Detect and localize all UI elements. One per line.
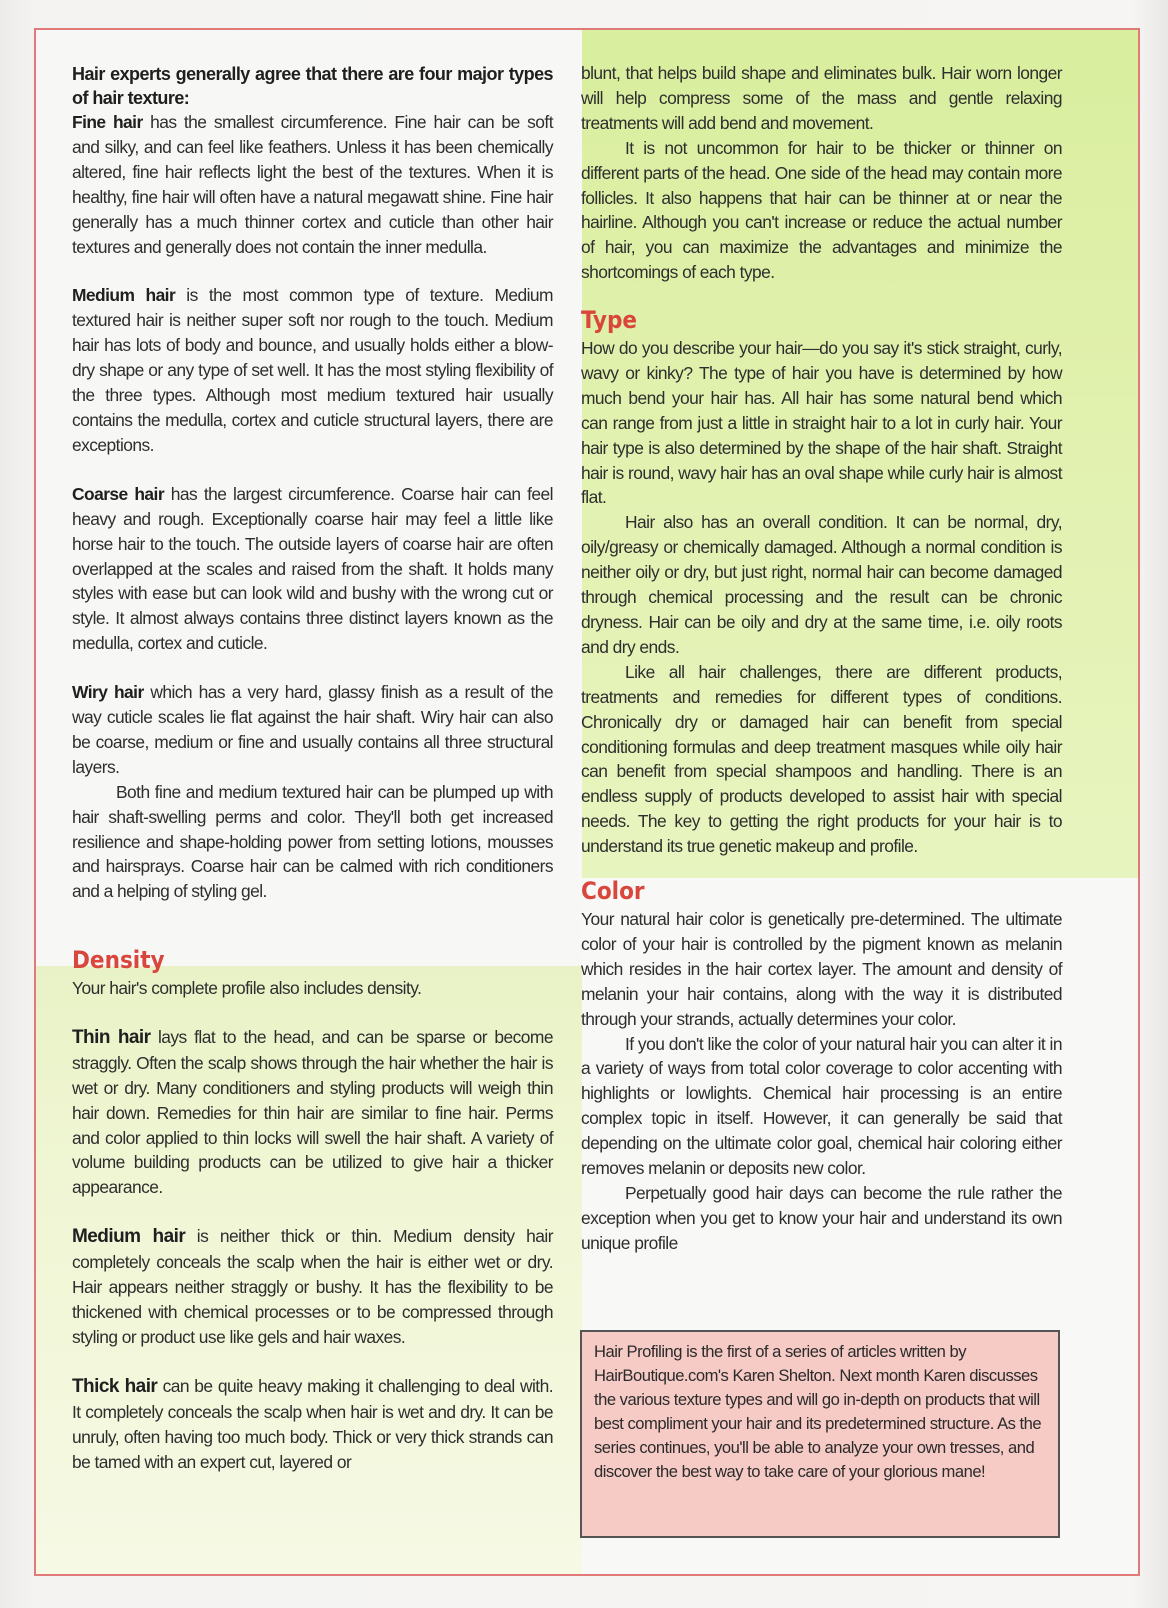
color-paragraph-3: Perpetually good hair days can become the rule rather the exception when you get to know your hair and understand its own unique profile xyxy=(581,1182,1062,1253)
thin-hair-text: lays flat to the head, and can be sparse or become straggly. Often the scalp shows through the hair whether the hair is wet or dry. Many conditioners and styling products will weigh thin hair down. Remedies for thin hair are similar to fine hair. Perms and color applied to thin locks will swell the hair shaft. A variety of volume building products can be utilized to give hair a thicker appearance. xyxy=(72,1026,553,1198)
color-paragraph-1: Your natural hair color is genetically pre-determined. The ultimate color of your hair is controlled by the pigment known as melanin which resides in the hair cortex layer. The amount and density of melanin your hair contains, along with the way it is distributed through your strands, actually determines your color. xyxy=(581,909,1062,1029)
type-heading: Type xyxy=(581,306,638,334)
medium-density-text: is neither thick or thin. Medium density hair completely conceals the scalp when the hair is either wet or dry. Hair appears neither straggly or bushy. It has the flexibility to be thickened with chemical processes or to be compressed through styling or product use like gels and hair waxes. xyxy=(72,1226,553,1347)
coarse-hair-text: has the largest circumference. Coarse hair can feel heavy and rough. Exceptionally coarse hair may feel a little like horse hair to the touch. The outside layers of coarse hair are often overlapped at the scales and raised from the shaft. It holds many styles with ease but can look wild and bushy with the wrong cut or style. It almost always contains three distinct layers known as the medulla, cortex and cuticle. xyxy=(72,483,553,654)
coarse-hair-lead: Coarse hair xyxy=(72,483,165,504)
type-paragraph-1: How do you describe your hair—do you say it's stick straight, curly, wavy or kinky? The type of hair you have is determined by how much bend your hair has. All hair has some natural bend which can range from just a little in straight hair to a lot in curly hair. Your hair type is also determined by the shape of the hair shaft. Straight hair is round, wavy hair has an oval shape while curly hair is almost flat. xyxy=(581,338,1062,508)
density-section xyxy=(72,944,553,1474)
type-paragraph-2: Hair also has an overall condition. It can be normal, dry, oily/greasy or chemically damaged. Although a normal condition is neither oily or dry, but just right, normal hair can become damaged through chemical processing and the result can be chronic dryness. Hair can be oily and dry at the same time, i.e. oily roots and dry ends. xyxy=(581,512,1062,657)
wiry-hair-text: which has a very hard, glassy finish as a result of the way cuticle scales lie flat against the hair shaft. Wiry hair can also be coarse, medium or fine and usually contains all three structural layers. xyxy=(72,682,553,777)
fine-hair-text: has the smallest circumference. Fine hair can be soft and silky, and can feel like feathers. Unless it has been chemically altered, fine hair reflects light the best of the textures. When it is healthy, fine hair will often have a natural megawatt shine. Fine hair generally has a much thinner cortex and cuticle than other hair textures and generally does not contain the inner medulla. xyxy=(72,112,553,257)
medium-hair-lead: Medium hair xyxy=(72,285,176,306)
plumping-paragraph: Both fine and medium textured hair can be plumped up with hair shaft-swelling perms and color. They'll both get increased resilience and shape-holding power from setting lotions, mousses and hairsprays. Coarse hair can be calmed with rich conditioners and a helping of styling gel. xyxy=(72,781,553,902)
left-column xyxy=(72,62,553,904)
thick-hair-text: can be quite heavy making it challenging to deal with. It completely conceals the scalp when hair is wet and dry. It can be unruly, often having too much body. Thick or very thick strands can be tamed with an expert cut, layered or xyxy=(72,1375,553,1472)
density-heading: Density xyxy=(72,946,165,974)
thick-hair-lead: Thick hair xyxy=(72,1375,158,1397)
color-section xyxy=(581,875,1062,1256)
medium-hair-text: is the most common type of texture. Medium textured hair is neither super soft nor rough to the touch. Medium hair has lots of body and bounce, and usually holds either a blow-dry shape or any type of set well. It has the most styling flexibility of the three types. Although most medium textured hair usually contains the medulla, cortex and cuticle structural layers, there are exceptions. xyxy=(72,285,553,455)
type-section xyxy=(581,304,1062,859)
continued-paragraph: blunt, that helps build shape and eliminates bulk. Hair worn longer will help compress some of the mass and gentle relaxing treatments will add bend and movement. xyxy=(581,63,1062,133)
thick-hair-paragraph xyxy=(72,1374,553,1475)
wiry-hair-paragraph xyxy=(72,680,553,780)
thin-hair-lead: Thin hair xyxy=(72,1026,151,1048)
texture-intro: Hair experts generally agree that there are four major types of hair texture: xyxy=(72,64,553,108)
right-column xyxy=(581,61,1062,285)
medium-hair-paragraph xyxy=(72,283,553,457)
color-paragraph-2: If you don't like the color of your natural hair you can alter it in a variety of ways from total color coverage to color accenting with highlights or lowlights. Chemical hair processing is an entire complex topic in itself. However, it can generally be said that depending on the ultimate color goal, chemical hair coloring either removes melanin or deposits new color. xyxy=(581,1033,1062,1179)
coarse-hair-paragraph xyxy=(72,482,553,656)
series-callout-box xyxy=(580,1330,1060,1538)
fine-hair-lead: Fine hair xyxy=(72,112,143,132)
uneven-density-paragraph: It is not uncommon for hair to be thicker or thinner on different parts of the head. One side of the head may contain more follicles. It also happens that hair can be thinner at or near the hairline. Although you can't increase or reduce the actual number of hair, you can maximize the advantages and minimize the shortcomings of each type. xyxy=(581,137,1062,283)
wiry-hair-lead: Wiry hair xyxy=(72,682,144,703)
series-callout-text: Hair Profiling is the first of a series of articles written by HairBoutique.com's Karen Shelton. Next month Karen discusses the various texture types and will go in-depth on products that will best compliment your hair and its predetermined structure. As the series continues, you'll be able to analyze your own tresses, and discover the best way to take care of your glorious mane! xyxy=(594,1342,1042,1481)
medium-density-lead: Medium hair xyxy=(72,1226,186,1248)
medium-density-paragraph xyxy=(72,1224,553,1350)
type-paragraph-3: Like all hair challenges, there are different products, treatments and remedies for different types of conditions. Chronically dry or damaged hair can benefit from special conditioning formulas and deep treatment masques while oily hair can benefit from special shampoos and handling. There is an endless supply of products developed to assist hair with special needs. The key to getting the right products for your hair is to understand its true genetic makeup and profile. xyxy=(581,661,1062,857)
density-intro: Your hair's complete profile also includes density. xyxy=(72,978,422,998)
fine-hair-paragraph xyxy=(72,110,553,259)
color-heading: Color xyxy=(581,877,645,905)
thin-hair-paragraph xyxy=(72,1025,553,1200)
